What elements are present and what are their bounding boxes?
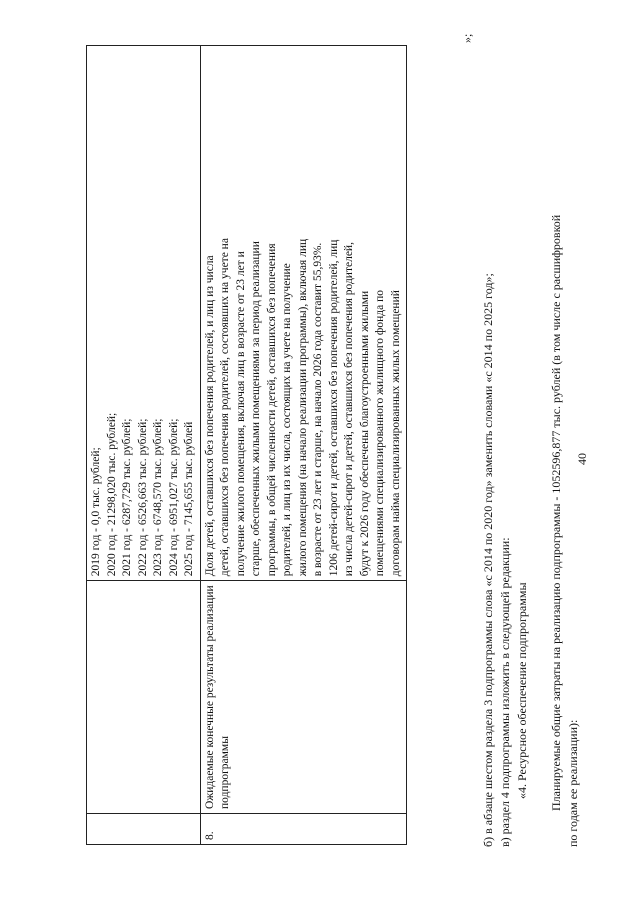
paragraph-v: в) раздел 4 подпрограммы изложить в следующей редакции: bbox=[498, 537, 512, 847]
result-line: родителей, и лиц из их числа, состоящих на учете на получение bbox=[281, 263, 293, 577]
result-line: 1206 детей-сирот и детей, оставшихся без попечения родителей, лиц bbox=[327, 239, 340, 577]
row-number-cell: 8. bbox=[200, 814, 407, 845]
row-label-cell bbox=[87, 581, 201, 814]
paragraph-costs-cont: по годам ее реализации): bbox=[566, 719, 580, 847]
row-label-cell bbox=[200, 581, 407, 814]
funding-line: 2025 год - 7145,655 тыс. рублей bbox=[183, 421, 195, 577]
result-line: из числа детей-сирот и детей, оставшихся без попечения родителей, bbox=[343, 242, 355, 577]
result-line: детей, оставшихся без попечения родителей, состоявших на учете на bbox=[219, 238, 231, 577]
page-number: 40 bbox=[575, 453, 589, 465]
label-line: Ожидаемые конечные результаты реализации bbox=[203, 585, 216, 809]
closing-quote-mark: »; bbox=[460, 33, 474, 43]
result-line: Доля детей, оставшихся без попечения родителей, и лиц из числа bbox=[203, 255, 216, 577]
expected-results-cell bbox=[200, 46, 407, 581]
section-heading: «4. Ресурсное обеспечение подпрограммы bbox=[515, 582, 529, 799]
label-line: подпрограммы bbox=[219, 736, 231, 809]
result-line: старше, обеспеченных жилыми помещениями за период реализации bbox=[250, 241, 262, 577]
result-line: договорам найма специализированных жилых помещений bbox=[389, 290, 402, 577]
result-line: жилого помещения (на начало реализации программы), включая лиц bbox=[296, 238, 309, 577]
row-number-cell bbox=[87, 814, 201, 845]
paragraph-b: б) в абзаце шестом раздела 3 подпрограммы слова «с 2014 по 2020 год» заменить словами «с 2014 по 2025 год»; bbox=[481, 273, 495, 847]
funding-line: 2023 год - 6748,570 тыс. рублей; bbox=[152, 418, 164, 577]
result-line: помещениями специализированного жилищного фонда по bbox=[374, 289, 386, 577]
table-row bbox=[87, 46, 201, 845]
result-line: программы, в общей численности детей, оставшихся без попечения bbox=[265, 243, 278, 577]
funding-line: 2024 год - 6951,027 тыс. рублей; bbox=[167, 418, 180, 577]
funding-line: 2022 год - 6526,663 тыс. рублей; bbox=[136, 418, 149, 577]
funding-line: 2021 год - 6287,729 тыс. рублей; bbox=[121, 418, 133, 577]
program-table bbox=[86, 45, 407, 845]
funding-line: 2020 год - 21298,020 тыс. рублей; bbox=[105, 412, 118, 577]
paragraph-costs: Планируемые общие затраты на реализацию подпрограммы - 1052596,877 тыс. рублей (в том числе с расшифровкой bbox=[549, 214, 563, 811]
result-line: в возрасте от 23 лет и старше, на начало 2026 года составит 55,93%. bbox=[312, 242, 324, 577]
result-line: получение жилого помещения, включая лиц в возрасте от 23 лет и bbox=[234, 251, 247, 577]
table-row bbox=[200, 46, 407, 845]
result-line: будут к 2026 году обеспечены благоустроенными жилыми bbox=[358, 290, 371, 577]
funding-by-year-cell bbox=[87, 46, 201, 581]
funding-line: 2019 год - 0,0 тыс. рублей; bbox=[90, 447, 102, 577]
